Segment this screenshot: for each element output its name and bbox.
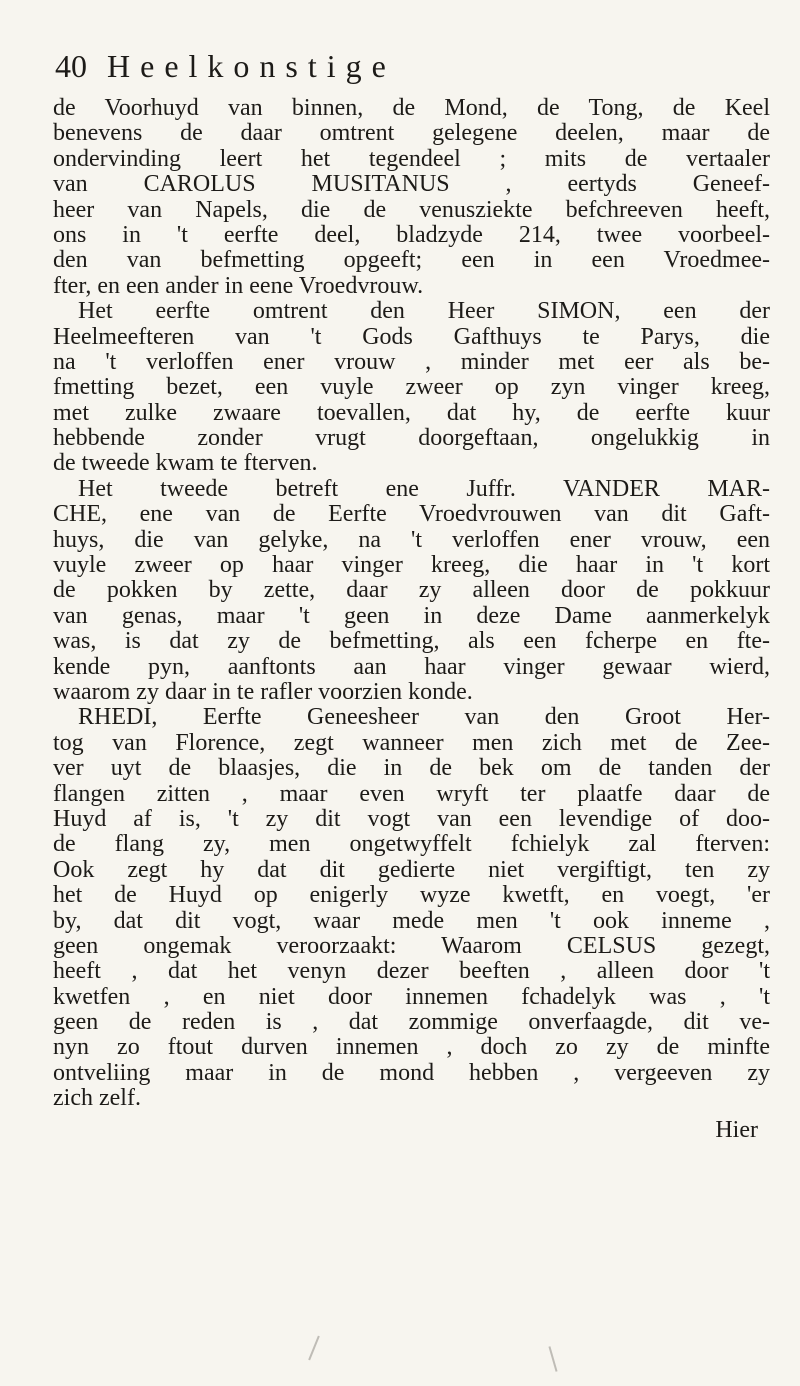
- text-line: hebbende zonder vrugt doorgeftaan, ongelukkig in: [53, 426, 770, 452]
- text-line: Het tweede betreft ene Juffr. VANDER MAR-: [78, 476, 770, 502]
- text-line: geen de reden is , dat zommige onverfaagde, dit ve-: [53, 1010, 770, 1036]
- text-line: ondervinding leert het tegendeel ; mits de vertaaler: [53, 146, 770, 172]
- text-line: de Voorhuyd van binnen, de Mond, de Tong, de Keel: [53, 96, 770, 121]
- text-line: het de Huyd op enigerly wyze kwetft, en voegt, 'er: [53, 883, 770, 909]
- text-line: ons in 't eerfte deel, bladzyde 214, twee voorbeel-: [53, 222, 770, 248]
- text-line: de pokken by zette, daar zy alleen door de pokkuur: [53, 578, 770, 604]
- catchword: Hier: [715, 1116, 758, 1143]
- text-line: na 't verloffen ener vrouw , minder met eer als be-: [53, 349, 770, 375]
- text-line: kwetfen , en niet door innemen fchadelyk was , 't: [53, 984, 770, 1010]
- text-line: Ook zegt hy dat dit gedierte niet vergiftigt, ten zy: [53, 857, 770, 883]
- text-line: RHEDI, Eerfte Geneesheer van den Groot Her-: [78, 705, 770, 731]
- paper-mark: [548, 1346, 557, 1372]
- text-line: by, dat dit vogt, waar mede men 't ook inneme ,: [53, 908, 770, 934]
- text-line: den van befmetting opgeeft; een in een Vroedmee-: [53, 248, 770, 274]
- text-line: flangen zitten , maar even wryft ter plaatfe daar de: [53, 781, 770, 807]
- text-line: CHE, ene van de Eerfte Vroedvrouwen van dit Gaft-: [53, 502, 770, 528]
- body-text: [53, 96, 770, 1148]
- paper-mark: [308, 1336, 320, 1361]
- text-line: ontveliing maar in de mond hebben , vergeeven zy: [53, 1060, 770, 1086]
- text-line: huys, die van gelyke, na 't verloffen ener vrouw, een: [53, 527, 770, 553]
- text-line: de flang zy, men ongetwyffelt fchielyk zal fterven:: [53, 832, 770, 858]
- text-line: met zulke zwaare toevallen, dat hy, de eerfte kuur: [53, 400, 770, 426]
- text-line: nyn zo ftout durven innemen , doch zo zy de minfte: [53, 1035, 770, 1061]
- text-line: benevens de daar omtrent gelegene deelen, maar de: [53, 121, 770, 147]
- text-line: Huyd af is, 't zy dit vogt van een levendige of doo-: [53, 806, 770, 832]
- text-line: heeft , dat het venyn dezer beeften , alleen door 't: [53, 959, 770, 985]
- text-line: waarom zy daar in te rafler voorzien konde.: [53, 679, 473, 705]
- text-line: de tweede kwam te fterven.: [53, 451, 318, 477]
- text-line: fter, en een ander in eene Vroedvrouw.: [53, 273, 424, 299]
- text-line: van genas, maar 't geen in deze Dame aanmerkelyk: [53, 603, 770, 629]
- text-line: kende pyn, aanftonts aan haar vinger gewaar wierd,: [53, 654, 770, 680]
- text-line: van CAROLUS MUSITANUS , eertyds Geneef-: [53, 172, 770, 198]
- text-line: Het eerfte omtrent den Heer SIMON, een der: [78, 299, 770, 325]
- text-line: ver uyt de blaasjes, die in de bek om de tanden der: [53, 756, 770, 782]
- text-line: zich zelf.: [53, 1086, 141, 1112]
- text-line: geen ongemak veroorzaakt: Waarom CELSUS gezegt,: [53, 933, 770, 959]
- running-title: Heelkonstige: [107, 48, 396, 84]
- page-number: 40: [55, 48, 87, 84]
- page-header: [55, 44, 745, 88]
- text-line: was, is dat zy de befmetting, als een fcherpe en fte-: [53, 629, 770, 655]
- text-line: fmetting bezet, een vuyle zweer op zyn vinger kreeg,: [53, 375, 770, 401]
- text-line: vuyle zweer op haar vinger kreeg, die haar in 't kort: [53, 553, 770, 579]
- text-line: tog van Florence, zegt wanneer men zich met de Zee-: [53, 730, 770, 756]
- catchword-row: [53, 1112, 770, 1148]
- text-line: heer van Napels, die de venusziekte befchreeven heeft,: [53, 197, 770, 223]
- text-line: Heelmeefteren van 't Gods Gafthuys te Parys, die: [53, 324, 770, 350]
